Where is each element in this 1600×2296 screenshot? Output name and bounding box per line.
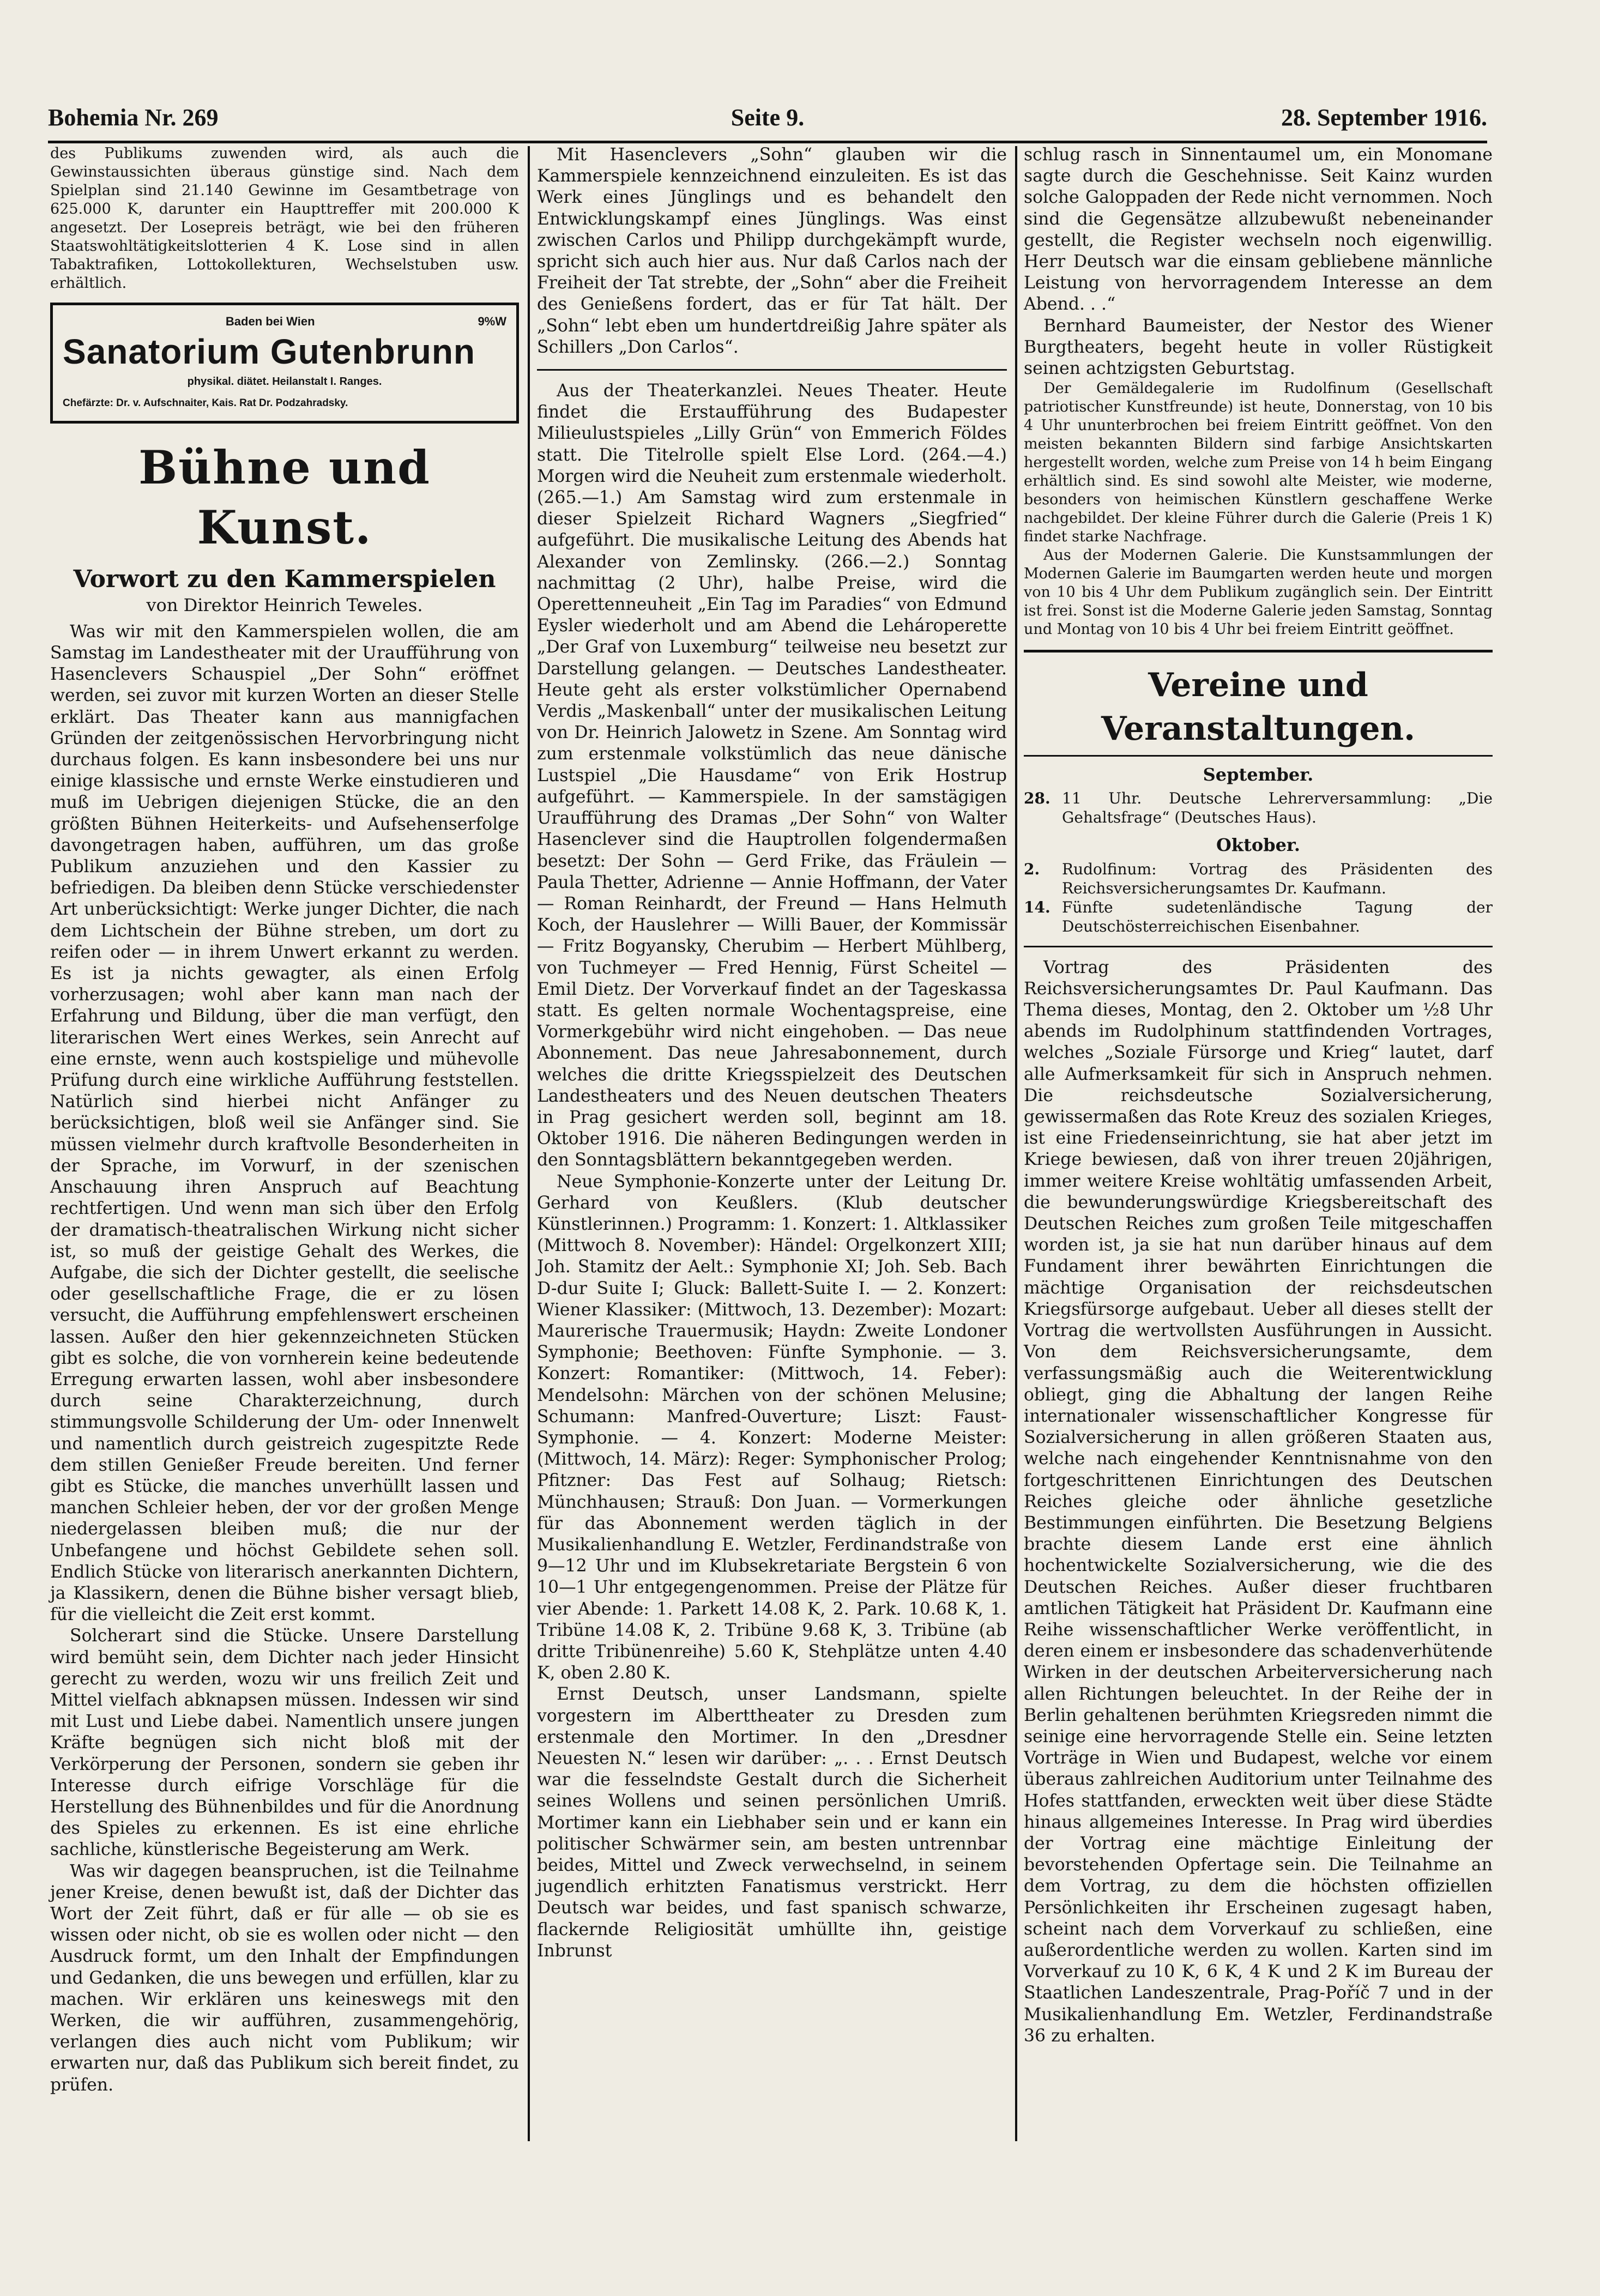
month-heading-september: September.: [1203, 764, 1314, 786]
modern-gallery-news: Aus der Modernen Galerie. Die Kunstsammlungen der Modernen Galerie im Baumgarten werden heute und morgen von 10 bis 4 Uhr dem Publikum zugänglich sein. Der Eintritt ist frei. Sonst ist die Moderne Galerie jeden Samstag, Sonntag und Montag von 10 bis 4 Uhr bei freiem Eintritt geöffnet.: [1024, 547, 1493, 638]
event-date: 2.: [1024, 860, 1040, 878]
column-divider-2: [1015, 146, 1017, 2141]
header-date: 28. September 1916.: [1281, 104, 1487, 131]
article-byline: von Direktor Heinrich Teweles.: [146, 594, 423, 615]
event-item: [1024, 789, 1493, 827]
article-paragraph: Was wir mit den Kammerspielen wollen, die am Samstag im Landestheater mit der Uraufführung von Hasenclevers Schauspiel „Der Sohn“ eröffnet werden, sei zuvor mit kurzen Worten an dieser Stelle erklärt. Das Theater kann aus mannigfachen Gründen der zeitgenössischen Hervorbringung nicht durchaus folgen. Es kann insbesondere bei uns nur einige klassische und ernste Werke einstudieren und muß im Uebrigen diejenigen Stücke, die an den größten Bühnen Heiterkeits- und Aufsehenserfolge davongetragen haben, aufführen, um das große Publikum anzuziehen und den Kassier zu befriedigen. Da bleiben denn Stücke verschiedenster Art unberücksichtigt: Werke junger Dichter, die nach dem Lichtschein der Bühne streben, um dort zu reifen oder — in ihrem Unwert erkannt zu werden. Es ist ja nichts gewagter, als einen Erfolg vorherzusagen; wohl aber kann man nach der Erfahrung und Bildung, über die man verfügt, den literarischen Wert eines Werkes, sein Anrecht auf eine ernste, wenn auch kostspielige und mühevolle Prüfung durch eine wirkliche Aufführung feststellen. Natürlich sind hierbei nicht Anfänger zu berücksichtigen, bloß weil sie Anfänger sind. Sie müssen vielmehr durch kraftvolle Besonderheiten in der Sprache, im Vorwurf, in der szenischen Anschauung ihren Anspruch auf Beachtung rechtfertigen. Und wenn man sich über den Erfolg der dramatisch-theatralischen Wirkung nicht sicher ist, so muß der geistige Gehalt des Werkes, die Aufgabe, die sich der Dichter gestellt, die seelische oder gesellschaftliche Frage, die er zu lösen versucht, die Aufführung empfehlenswert erscheinen lassen. Außer den hier gekennzeichneten Stücken gibt es solche, die von vornherein keine bedeutende Erregung erwarten lassen, wohl aber insbesondere durch seine Charakterzeichnung, durch stimmungsvolle Schilderung der Um- oder Innenwelt und namentlich durch geistreich zugespitzte Rede dem stillen Genießer Freude bereiten. Und ferner gibt es Stücke, die manches unverhüllt lassen und manchen Schleier heben, der vor der großen Menge niedergelassen bleiben muß; die nur der Unbefangene und höchst Gebildete sehen soll. Endlich Stücke von literarisch anerkannten Dichtern, ja Klassikern, denen die Bühne bisher versagt blieb, für die vielleicht die Zeit erst kommt.: [50, 621, 519, 1625]
lottery-notice: des Publikums zuwenden wird, als auch die Gewinstaussichten überaus günstige sind. Nach dem Spielplan sind 21.140 Gewinne im Gesamtbetrage von 625.000 K, darunter ein Haupttreffer mit 200.000 K angesetzt. Der Losepreis beträgt, wie bei den früheren Staatswohltätigkeitslotterien 4 K. Lose sind in allen Tabaktrafiken, Lottokollekturen, Wechselstuben usw. erhältlich.: [50, 145, 519, 292]
article-paragraph: schlug rasch in Sinnentaumel um, ein Monomane sagte durch die Geschehnisse. Seit Kainz wurden solche Galoppaden der Rede nicht vernommen. Noch sind die Gegensätze allzubewußt nebeneinander gestellt, die Register wechseln noch eigenwillig. Herr Deutsch war die einsam gebliebene männliche Leistung von hervorragendem Interesse an dem Abend. . .“: [1024, 145, 1493, 315]
month-heading-oktober: Oktober.: [1216, 835, 1300, 856]
section-title-buehne: Bühne und Kunst.: [138, 440, 431, 554]
page-header: [48, 104, 1487, 142]
section-divider: [1024, 755, 1493, 757]
theater-news: Aus der Theaterkanzlei. Neues Theater. Heute findet die Erstaufführung des Budapester Milieulustspieles „Lilly Grün“ von Emmerich Földes statt. Die Titelrolle spielt Else Lord. (264.—4.) Morgen wird die Neuheit zum erstenmale wiederholt. (265.—1.) Am Samstag wird zum erstenmale in dieser Spielzeit Richard Wagners „Siegfried“ aufgeführt. Die musikalische Leitung des Abends hat Alexander von Zemlinsky. (266.—2.) Sonntag nachmittag (2 Uhr), halbe Preise, wird die Operettenneuheit „Ein Tag im Paradies“ von Edmund Eysler wiederholt und am Abend die Lehároperette „Der Graf von Luxemburg“ teilweise neu besetzt zur Darstellung gelangen. — Deutsches Landestheater. Heute geht als erster volkstümlicher Opernabend Verdis „Maskenball“ unter der musikalischen Leitung von Dr. Heinrich Jalowetz in Szene. Am Sonntag wird zum erstenmale volkstümlich das neue dänische Lustspiel „Die Hausdame“ von Erik Hostrup aufgeführt. — Kammerspiele. In der samstägigen Uraufführung des Dramas „Der Sohn“ von Walter Hasenclever sind die Hauptrollen folgendermaßen besetzt: Der Sohn — Gerd Frike, das Fräulein — Paula Thetter, Adrienne — Annie Hoffmann, der Vater — Roman Reinhardt, der Freund — Hans Helmuth Koch, der Hauslehrer — Willi Bauer, der Kommissär — Fritz Bogyansky, Cherubim — Herbert Mühlberg, von Tuchmeyer — Fred Hennig, Fürst Scheitel — Emil Dietz. Der Vorverkauf findet an der Tageskassa statt. Es gelten normale Wochentagspreise, eine Vormerkgebühr wird nicht eingehoben. — Das neue Abonnement. Das neue Jahresabonnement, durch welches die dritte Kriegsspielzeit des Deutschen Landestheaters und des Neuen deutschen Theaters in Prag gesichert werden soll, beginnt am 18. Oktober 1916. Die näheren Bedingungen werden in den Sonntagsblättern bekanntgegeben werden.: [537, 381, 1007, 1170]
ad-top-line: [63, 311, 506, 332]
column-divider-1: [528, 146, 530, 2141]
article-title: Vorwort zu den Kammerspielen: [73, 565, 496, 593]
ad-code: 9%W: [478, 315, 506, 328]
gallery-news: Der Gemäldegalerie im Rudolfinum (Gesellschaft patriotischer Kunstfreunde) ist heute, Donnerstag, von 10 bis 4 Uhr ununterbrochen bei freiem Eintritt geöffnet. Von den meisten bekannten Bildern sind farbige Ansichtskarten hergestellt worden, welche zum Preise von 14 h beim Eingang erhältlich sind. Es sind sowohl alte Meister, wie moderne, besonders von heimischen Künstlern geschaffene Werke nachgebildet. Der kleine Führer durch die Galerie (Preis 1 K) findet starke Nachfrage.: [1024, 380, 1493, 546]
ad-doctors: Chefärzte: Dr. v. Aufschnaiter, Kais. Rat Dr. Podzahradsky.: [63, 397, 348, 409]
article-paragraph: Solcherart sind die Stücke. Unsere Darstellung wird bemüht sein, dem Dichter nach jeder Hinsicht gerecht zu werden, wozu wir uns freilich Zeit und Mittel vielfach abknapsen müssen. Indessen wir sind mit Lust und Liebe dabei. Namentlich unsere jungen Kräfte begnügen sich nicht bloß mit der Verkörperung der Personen, sondern sie geben ihr Interesse durch eifrige Vorschläge für die Herstellung des Bühnenbildes und für die Anordnung des Spieles zu erkennen. Es ist eine ehrliche sachliche, künstlerische Begeisterung am Werk.: [50, 1626, 519, 1860]
concert-news: Neue Symphonie-Konzerte unter der Leitung Dr. Gerhard von Keußlers. (Klub deutscher Künstlerinnen.) Programm: 1. Konzert: 1. Altklassiker (Mittwoch 8. November): Händel: Orgelkonzert XIII; Joh. Stamitz der Aelt.: Symphonie XI; Joh. Seb. Bach D-dur Suite I; Gluck: Ballett-Suite I. — 2. Konzert: Wiener Klassiker: (Mittwoch, 13. Dezember): Mozart: Maurerische Trauermusik; Haydn: Zweite Londoner Symphonie; Beethoven: Fünfte Symphonie. — 3. Konzert: Romantiker: (Mittwoch, 14. Feber): Mendelsohn: Märchen von der schönen Melusine; Schumann: Manfred-Ouverture; Liszt: Faust-Symphonie. — 4. Konzert: Moderne Meister: (Mittwoch, 14. März): Reger: Symphonischer Prolog; Pfitzner: Das Fest auf Solhaug; Rietsch: Münchhausen; Strauß: Don Juan. — Vormerkungen für das Abonnement werden täglich in der Musikalienhandlung E. Wetzler, Ferdinandstraße von 9—12 Uhr und im Klubsekretariate Bergstein 6 von 10—1 Uhr entgegengenommen. Preise der Plätze für vier Abende: 1. Parkett 14.08 K, 2. Park. 10.68 K, 1. Tribüne 14.08 K, 2. Tribüne 9.68 K, 3. Tribüne (ab dritte Tribünenreihe) 5.60 K, Stehplätze unten 4.40 K, oben 2.80 K.: [537, 1171, 1007, 1683]
section-divider: [1024, 650, 1493, 652]
header-rule: [48, 141, 1487, 143]
section-divider: [537, 369, 1007, 371]
ad-title: Sanatorium Gutenbrunn: [63, 332, 475, 372]
event-text: 11 Uhr. Deutsche Lehrerversammlung: „Die Gehaltsfrage“ (Deutsches Haus).: [1062, 789, 1493, 827]
advertisement-sanatorium: [50, 303, 519, 424]
baumeister-news: Bernhard Baumeister, der Nestor des Wiener Burgtheaters, begeht heute in voller Rüstigkeit seinen achtzigsten Geburtstag.: [1024, 316, 1493, 379]
header-page-number: Seite 9.: [730, 104, 805, 131]
ernst-deutsch-news: Ernst Deutsch, unser Landsmann, spielte vorgestern im Alberttheater zu Dresden zum erstenmale den Mortimer. In den „Dresdner Neuesten N.“ lesen wir darüber: „. . . Ernst Deutsch war die fesselndste Gestalt durch die Sicherheit seines Wollens und seinen persönlichen Umriß. Mortimer kann ein Liebhaber sein und er kann ein politischer Schwärmer sein, am besten untrennbar beides, Mittel und Zweck verwechselnd, in seinem jugendlich erhitzten Fanatismus verstrickt. Herr Deutsch war beides, und fast spanisch schwarze, flackernde Religiosität umhüllte ihn, geistige Inbrunst: [537, 1684, 1007, 1961]
event-item: [1024, 898, 1493, 936]
ad-location: Baden bei Wien: [225, 315, 315, 328]
event-date: 28.: [1024, 789, 1050, 808]
column-2: [537, 144, 1007, 1962]
column-3: [1024, 144, 1493, 2047]
lecture-announcement: Vortrag des Präsidenten des Reichsversicherungsamtes Dr. Paul Kaufmann. Das Thema dieses, Montag, den 2. Oktober um ½8 Uhr abends im Rudolphinum stattfindenden Vortrages, welches „Soziale Fürsorge und Krieg“ lautet, darf alle Aufmerksamkeit für sich in Anspruch nehmen. Die reichsdeutsche Sozialversicherung, gewissermaßen das Rote Kreuz des sozialen Krieges, ist eine Friedenseinrichtung, sie hat aber jetzt im Kriege bewiesen, daß von ihrer treuen 20jährigen, immer weitere Kreise wohltätig umfassenden Arbeit, die bewunderungswürdige Kriegsbereitschaft des Deutschen Reiches zum großen Teile mitgeschaffen worden ist, ja sie hat nun darüber hinaus auf dem Fundament ihrer bewährten Einrichtungen die mächtige Organisation der reichsdeutschen Kriegsfürsorge aufgebaut. Ueber all dieses stellt der Vortrag die wertvollsten Ausführungen in Aussicht. Von dem Reichsversicherungsamte, dem verfassungsmäßig auch die Weiterentwicklung obliegt, ging die Abhaltung der langen Reihe internationaler wissenschaftlicher Kongresse für Sozialversicherung in allen größeren Staaten aus, welche nach eingehender Kenntnisnahme von den fortgeschrittenen Einrichtungen des Deutschen Reiches gleiche oder ähnliche gesetzliche Bestimmungen einführten. Die Besetzung Belgiens brachte diesem Lande erst eine ähnlich hochentwickelte Sozialversicherung, wie die des Deutschen Reiches. Außer dieser fruchtbaren amtlichen Tätigkeit hat Präsident Dr. Kaufmann eine Reihe wissenschaftlicher Werke veröffentlicht, in deren einem er insbesondere das schadenverhütende Wirken in der deutschen Arbeiterversicherung nach allen Richtungen beleuchtet. In der Reihe der in Berlin gehaltenen berühmten Kriegsreden nimmt die seinige eine hervorragende Stelle ein. Seine letzten Vorträge in Wien und Budapest, welche vor einem überaus zahlreichen Auditorium unter Teilnahme des Hofes stattfanden, erweckten weit über diese Städte hinaus allgemeines Interesse. In Prag wird überdies der Vortrag eine mächtige Einleitung der bevorstehenden Opfertage sein. Die Teilnahme an dem Vortrag, zu dem die höchsten offiziellen Persönlichkeiten ihr Erscheinen zugesagt haben, scheint nach dem Vorverkauf zu schließen, eine außerordentliche werden zu wollen. Karten sind im Vorverkauf zu 10 K, 6 K, 4 K und 2 K im Bureau der Staatlichen Landeszentrale, Prag-Poříč 7 und in der Musikalienhandlung Em. Wetzler, Ferdinandstraße 36 zu erhalten.: [1024, 957, 1493, 2046]
header-issue: Bohemia Nr. 269: [48, 104, 219, 131]
event-item: [1024, 860, 1493, 898]
section-title-vereine: Vereine und Veranstaltungen.: [1101, 666, 1416, 748]
event-date: 14.: [1024, 898, 1050, 916]
event-text: Fünfte sudetenländische Tagung der Deutschösterreichischen Eisenbahner.: [1062, 898, 1493, 935]
article-paragraph: Mit Hasenclevers „Sohn“ glauben wir die Kammerspiele kennzeichnend einzuleiten. Es ist das Werk eines Jünglings und es behandelt den Entwicklungskampf eines Jünglings. Was einst zwischen Carlos und Philipp durchgekämpft wurde, spricht sich auch hier aus. Nur daß Carlos nach der Freiheit der Tat strebte, der „Sohn“ aber die Freiheit des Genießens fordert, das er für Tat hält. Der „Sohn“ lebt eben um hundertdreißig Jahre später als Schillers „Don Carlos“.: [537, 145, 1007, 357]
column-1: [50, 144, 519, 2096]
event-text: Rudolfinum: Vortrag des Präsidenten des Reichsversicherungsamtes Dr. Kaufmann.: [1062, 860, 1493, 897]
section-divider: [1024, 946, 1493, 947]
article-paragraph: Was wir dagegen beanspruchen, ist die Teilnahme jener Kreise, denen bewußt ist, daß der Dichter das Wort der Zeit führt, daß er für alle — ob sie es wissen oder nicht, ob sie es wollen oder nicht — den Ausdruck formt, um den Inhalt der Empfindungen und Gedanken, die uns bewegen und erfüllen, klar zu machen. Wir erklären uns keineswegs mit den Werken, die wir aufführen, zusammengehörig, verlangen dies auch nicht vom Publikum; wir erwarten nur, daß das Publikum sich bereit findet, zu prüfen.: [50, 1861, 519, 2095]
ad-subtitle: physikal. diätet. Heilanstalt I. Ranges.: [187, 376, 382, 388]
